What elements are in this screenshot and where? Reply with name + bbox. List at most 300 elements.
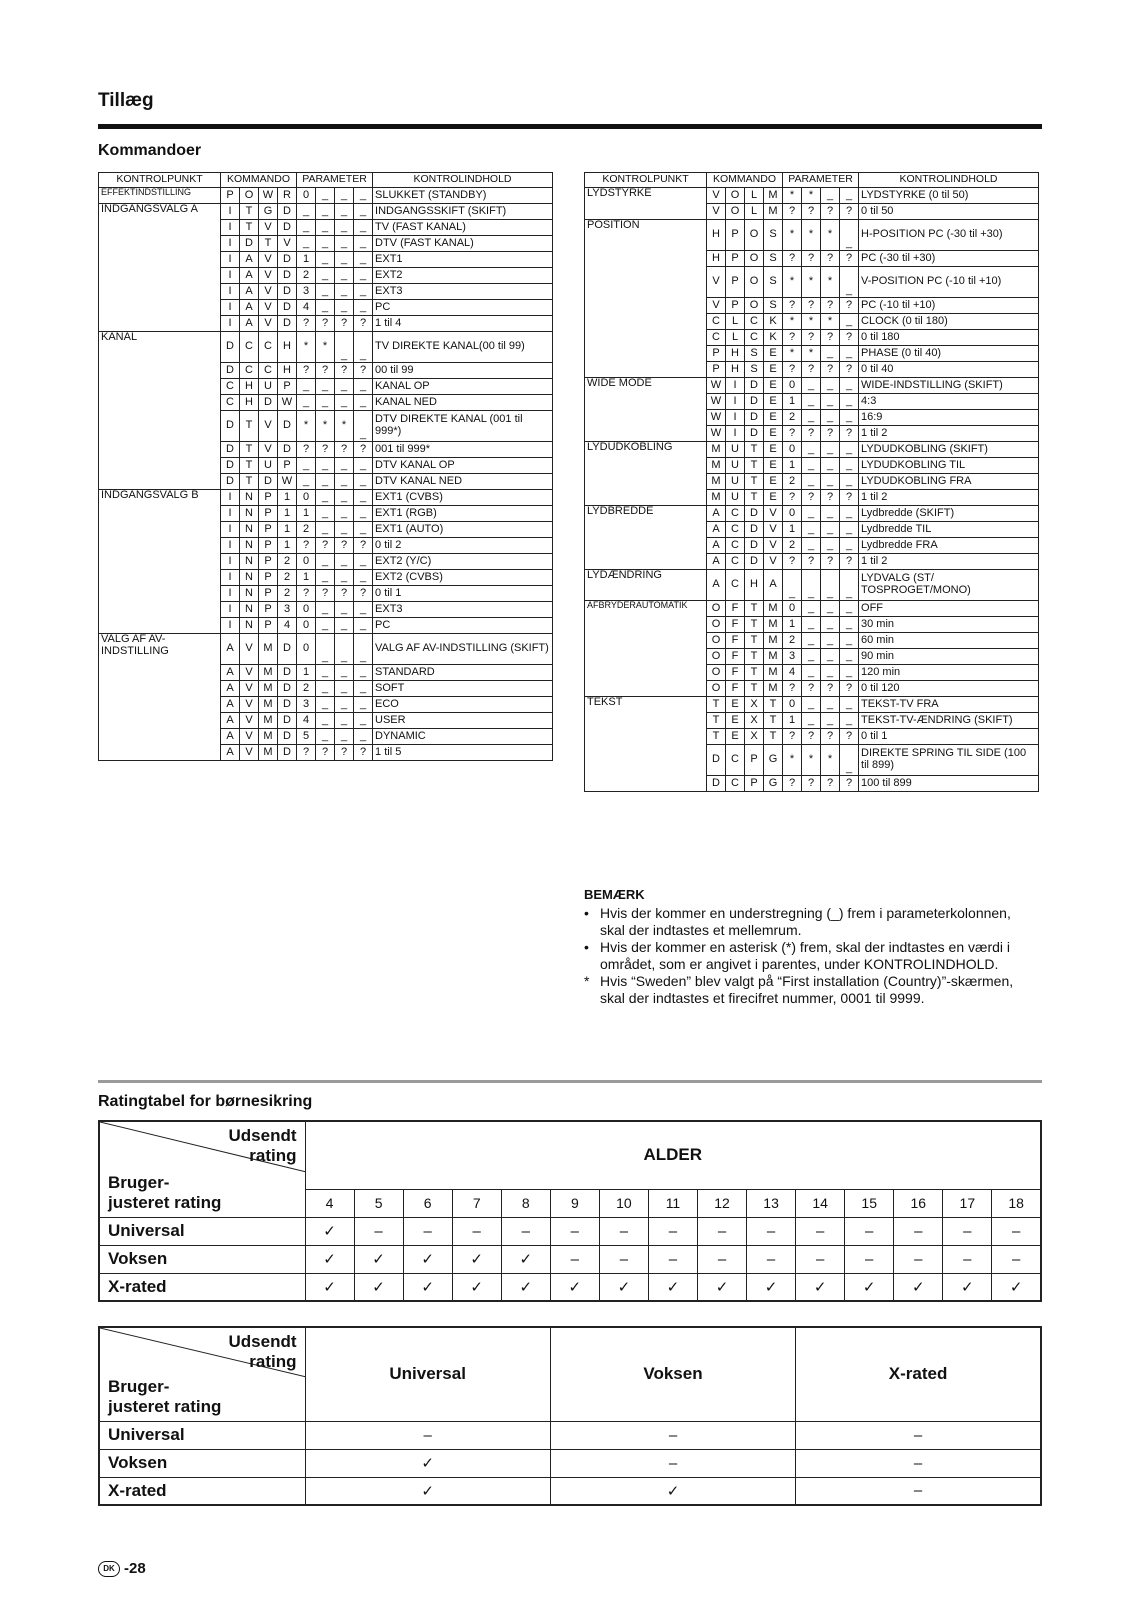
command-char: I (221, 284, 240, 300)
command-char: S (764, 220, 783, 251)
control-content: 1 til 4 (373, 316, 553, 332)
command-char: D (278, 745, 297, 761)
parameter-char: 2 (783, 538, 802, 554)
command-char: T (745, 617, 764, 633)
parameter-char: _ (335, 395, 354, 411)
parameter-char: _ (354, 697, 373, 713)
command-char: D (259, 395, 278, 411)
command-char: D (221, 458, 240, 474)
control-content: LYDVALG (ST/ TOSPROGET/MONO) (859, 570, 1039, 601)
command-char: 1 (278, 490, 297, 506)
command-char: V (278, 236, 297, 252)
parameter-char: ? (316, 538, 335, 554)
parameter-char: ? (297, 316, 316, 332)
parameter-char: * (297, 332, 316, 363)
command-char: V (764, 538, 783, 554)
control-content: EXT2 (373, 268, 553, 284)
command-char: D (745, 522, 764, 538)
command-char: T (707, 713, 726, 729)
command-char: L (745, 204, 764, 220)
parameter-char: _ (316, 729, 335, 745)
parameter-char: _ (316, 204, 335, 220)
age-column: 4 (305, 1189, 354, 1217)
parameter-char: 3 (783, 649, 802, 665)
command-char: D (221, 332, 240, 363)
command-char: C (726, 776, 745, 792)
parameter-char: _ (316, 634, 335, 665)
command-char: D (278, 252, 297, 268)
control-point: VALG AF AV-INDSTILLING (99, 634, 221, 761)
parameter-char: _ (802, 570, 821, 601)
parameter-char: 1 (297, 506, 316, 522)
column-header: KONTROLPUNKT (585, 173, 707, 188)
dash-mark: – (747, 1217, 796, 1245)
parameter-char: 1 (783, 458, 802, 474)
control-content: LYDUDKOBLING TIL (859, 458, 1039, 474)
parameter-char: ? (802, 776, 821, 792)
control-point: INDGANGSVALG B (99, 490, 221, 634)
parameter-char: _ (354, 570, 373, 586)
command-char: S (764, 251, 783, 267)
parameter-char: _ (354, 474, 373, 490)
parameter-char: * (783, 220, 802, 251)
control-content: LYDSTYRKE (0 til 50) (859, 188, 1039, 204)
command-char: O (726, 204, 745, 220)
parameter-char: _ (354, 379, 373, 395)
command-char: V (240, 634, 259, 665)
parameter-char: 4 (297, 300, 316, 316)
column-header: KOMMANDO (221, 173, 297, 188)
parameter-char: _ (821, 474, 840, 490)
dash-mark: – (894, 1245, 943, 1273)
command-char: D (278, 411, 297, 442)
parameter-char: ? (297, 363, 316, 379)
parameter-char: _ (354, 204, 373, 220)
control-content: 001 til 999* (373, 442, 553, 458)
command-table-left (98, 172, 553, 761)
control-content: EXT3 (373, 284, 553, 300)
command-char: U (259, 458, 278, 474)
parameter-char: _ (354, 506, 373, 522)
command-char: D (745, 538, 764, 554)
control-content: WIDE-INDSTILLING (SKIFT) (859, 378, 1039, 394)
command-char: 1 (278, 522, 297, 538)
control-content: 0 til 40 (859, 362, 1039, 378)
command-char: E (726, 697, 745, 713)
command-char: V (240, 745, 259, 761)
parameter-char: ? (316, 586, 335, 602)
parameter-char: _ (354, 411, 373, 442)
check-mark: ✓ (354, 1273, 403, 1301)
command-char: A (240, 268, 259, 284)
command-char: D (278, 665, 297, 681)
parameter-char: _ (821, 617, 840, 633)
note-item (584, 905, 1038, 939)
parameter-char: _ (335, 602, 354, 618)
command-char: T (745, 474, 764, 490)
check-mark: ✓ (305, 1217, 354, 1245)
broadcast-rating-label (229, 1126, 297, 1166)
control-content: Lydbredde TIL (859, 522, 1039, 538)
command-row (585, 570, 1039, 601)
dash-mark: – (894, 1217, 943, 1245)
command-char: W (707, 410, 726, 426)
command-row (585, 697, 1039, 713)
column-header: PARAMETER (783, 173, 859, 188)
parameter-char: * (802, 346, 821, 362)
parameter-char: _ (802, 458, 821, 474)
parameter-char: _ (354, 618, 373, 634)
command-char: U (259, 379, 278, 395)
check-mark: ✓ (305, 1449, 550, 1477)
command-char: C (726, 570, 745, 601)
parameter-char: _ (316, 681, 335, 697)
parameter-char: ? (354, 745, 373, 761)
command-char: I (221, 490, 240, 506)
command-char: T (745, 649, 764, 665)
command-char: I (221, 554, 240, 570)
control-content: Lydbredde FRA (859, 538, 1039, 554)
command-char: D (278, 204, 297, 220)
age-rating-table (98, 1120, 1042, 1302)
command-char: W (278, 474, 297, 490)
command-char: A (707, 538, 726, 554)
control-content: EXT2 (Y/C) (373, 554, 553, 570)
parameter-char: ? (840, 426, 859, 442)
command-char: A (221, 681, 240, 697)
rating-row-label: Voksen (99, 1245, 305, 1273)
parameter-char: _ (802, 617, 821, 633)
parameter-char: _ (354, 634, 373, 665)
parameter-char: _ (821, 458, 840, 474)
parameter-char: ? (802, 362, 821, 378)
parameter-char: _ (802, 410, 821, 426)
dash-mark: – (599, 1245, 648, 1273)
parameter-char: _ (821, 665, 840, 681)
command-char: 2 (278, 554, 297, 570)
command-row (99, 188, 553, 204)
parameter-char: _ (821, 649, 840, 665)
command-char: M (707, 458, 726, 474)
check-mark: ✓ (501, 1273, 550, 1301)
dash-mark: – (943, 1245, 992, 1273)
command-char: A (707, 570, 726, 601)
dash-mark: – (698, 1245, 747, 1273)
control-point: POSITION (585, 220, 707, 378)
command-row (99, 332, 553, 363)
parameter-char: _ (316, 188, 335, 204)
command-char: W (707, 378, 726, 394)
parameter-char: _ (316, 395, 335, 411)
parameter-char: _ (335, 300, 354, 316)
control-content: 4:3 (859, 394, 1039, 410)
command-char: D (278, 284, 297, 300)
parameter-char: _ (354, 268, 373, 284)
command-char: D (278, 300, 297, 316)
command-char: F (726, 665, 745, 681)
parameter-char: _ (802, 697, 821, 713)
rating-row-label: Universal (99, 1421, 305, 1449)
control-content: 1 til 2 (859, 490, 1039, 506)
age-column: 13 (747, 1189, 796, 1217)
parameter-char: ? (840, 204, 859, 220)
age-column: 16 (894, 1189, 943, 1217)
corner-top-line: rating (249, 1146, 297, 1165)
parameter-char: _ (335, 268, 354, 284)
command-char: D (221, 474, 240, 490)
command-char: 1 (278, 506, 297, 522)
command-char: X (745, 697, 764, 713)
parameter-char: * (783, 745, 802, 776)
command-char: D (221, 363, 240, 379)
parameter-char: ? (783, 251, 802, 267)
command-char: O (240, 188, 259, 204)
parameter-char: _ (316, 284, 335, 300)
parameter-char: 0 (783, 601, 802, 617)
command-char: H (278, 363, 297, 379)
control-content: 1 til 2 (859, 426, 1039, 442)
control-content: LYDUDKOBLING (SKIFT) (859, 442, 1039, 458)
parameter-char: 1 (783, 394, 802, 410)
parameter-char: 2 (783, 474, 802, 490)
parameter-char: _ (335, 458, 354, 474)
control-content: 120 min (859, 665, 1039, 681)
check-mark: ✓ (599, 1273, 648, 1301)
parameter-char: * (335, 411, 354, 442)
command-char: P (259, 522, 278, 538)
corner-top-line: rating (249, 1352, 297, 1371)
command-char: V (259, 268, 278, 284)
command-char: I (221, 252, 240, 268)
parameter-char: _ (354, 332, 373, 363)
corner-cell (99, 1327, 305, 1421)
parameter-char: _ (297, 474, 316, 490)
rating-row-label: X-rated (99, 1477, 305, 1505)
parameter-char: _ (316, 713, 335, 729)
command-char: I (221, 618, 240, 634)
age-column: 7 (452, 1189, 501, 1217)
parameter-char: _ (297, 395, 316, 411)
command-char: U (726, 442, 745, 458)
parameter-char: _ (316, 522, 335, 538)
command-char: P (259, 554, 278, 570)
command-char: W (707, 394, 726, 410)
control-content: VALG AF AV-INDSTILLING (SKIFT) (373, 634, 553, 665)
parameter-char: * (802, 220, 821, 251)
command-row (99, 634, 553, 665)
parameter-char: _ (297, 236, 316, 252)
command-char: M (259, 745, 278, 761)
control-content: 0 til 1 (373, 586, 553, 602)
parameter-char: _ (335, 252, 354, 268)
corner-cell (99, 1121, 305, 1217)
command-row (585, 506, 1039, 522)
command-char: I (221, 300, 240, 316)
corner-bottom-line: Bruger- (108, 1376, 170, 1396)
parameter-char: ? (783, 729, 802, 745)
command-char: A (221, 634, 240, 665)
command-char: T (745, 665, 764, 681)
command-char: D (707, 776, 726, 792)
user-rating-label (108, 1377, 221, 1417)
rating-row (99, 1449, 1041, 1477)
parameter-char: ? (783, 490, 802, 506)
command-char: P (745, 776, 764, 792)
dash-mark: – (796, 1217, 845, 1245)
command-char: V (240, 697, 259, 713)
command-char: A (221, 745, 240, 761)
age-column: 5 (354, 1189, 403, 1217)
command-char: C (726, 538, 745, 554)
parameter-char: ? (821, 362, 840, 378)
command-char: V (259, 411, 278, 442)
command-char: P (707, 346, 726, 362)
section-heading: Kommandoer (98, 142, 202, 159)
parameter-char: ? (354, 586, 373, 602)
command-char: N (240, 506, 259, 522)
parameter-char: _ (316, 697, 335, 713)
command-char: N (240, 570, 259, 586)
command-char: A (221, 729, 240, 745)
parameter-char: 1 (297, 252, 316, 268)
page-number-text: -28 (124, 1560, 146, 1577)
control-content: PHASE (0 til 40) (859, 346, 1039, 362)
command-char: D (707, 745, 726, 776)
check-mark: ✓ (305, 1477, 550, 1505)
command-char: C (726, 745, 745, 776)
parameter-char: * (783, 188, 802, 204)
parameter-char: _ (335, 506, 354, 522)
command-char: F (726, 633, 745, 649)
parameter-char: 0 (297, 188, 316, 204)
parameter-char: _ (840, 346, 859, 362)
parameter-char: _ (802, 474, 821, 490)
parameter-char: _ (840, 745, 859, 776)
parameter-char: _ (297, 220, 316, 236)
parameter-char: _ (335, 332, 354, 363)
parameter-char: 4 (783, 665, 802, 681)
parameter-char: _ (783, 570, 802, 601)
parameter-char: ? (783, 330, 802, 346)
dash-mark: – (550, 1217, 599, 1245)
command-char: O (745, 298, 764, 314)
control-content: 1 til 2 (859, 554, 1039, 570)
parameter-char: * (783, 314, 802, 330)
control-content: KANAL OP (373, 379, 553, 395)
dash-mark: – (452, 1217, 501, 1245)
parameter-char: _ (802, 522, 821, 538)
parameter-char: _ (335, 665, 354, 681)
note-text: Hvis der kommer en asterisk (*) frem, skal der indtastes en værdi i området, som er angivet i parentes, under KONTROLINDHOLD. (600, 939, 1011, 972)
dash-mark: – (550, 1421, 795, 1449)
control-content: OFF (859, 601, 1039, 617)
control-content: 0 til 180 (859, 330, 1039, 346)
parameter-char: _ (354, 252, 373, 268)
command-char: H (240, 395, 259, 411)
command-char: C (726, 554, 745, 570)
command-char: E (764, 474, 783, 490)
command-char: E (764, 442, 783, 458)
parameter-char: ? (821, 729, 840, 745)
command-char: W (259, 188, 278, 204)
control-content: TV DIREKTE KANAL(00 til 99) (373, 332, 553, 363)
age-column: 18 (992, 1189, 1041, 1217)
command-char: V (259, 252, 278, 268)
parameter-char: ? (316, 442, 335, 458)
command-char: M (764, 665, 783, 681)
parameter-char: _ (354, 300, 373, 316)
command-char: V (240, 681, 259, 697)
parameter-char: 0 (297, 490, 316, 506)
parameter-char: _ (840, 522, 859, 538)
command-char: T (707, 697, 726, 713)
age-column: 6 (403, 1189, 452, 1217)
parameter-char: ? (783, 426, 802, 442)
command-char: D (745, 394, 764, 410)
command-char: T (764, 697, 783, 713)
command-char: A (707, 522, 726, 538)
control-content: 0 til 50 (859, 204, 1039, 220)
command-char: P (745, 745, 764, 776)
command-table-right (584, 172, 1039, 792)
dash-mark: – (648, 1245, 697, 1273)
command-char: E (764, 426, 783, 442)
check-mark: ✓ (501, 1245, 550, 1273)
parameter-char: _ (840, 506, 859, 522)
command-char: W (707, 426, 726, 442)
command-char: D (221, 411, 240, 442)
parameter-char: 0 (297, 634, 316, 665)
command-char: G (764, 745, 783, 776)
command-char: D (278, 442, 297, 458)
control-point: WIDE MODE (585, 378, 707, 442)
parameter-char: _ (802, 538, 821, 554)
command-row (585, 220, 1039, 251)
dash-mark: – (943, 1217, 992, 1245)
parameter-char: ? (821, 298, 840, 314)
age-column: 10 (599, 1189, 648, 1217)
command-char: F (726, 601, 745, 617)
dash-mark: – (845, 1217, 894, 1245)
command-char: I (221, 602, 240, 618)
command-char: D (278, 713, 297, 729)
parameter-char: ? (335, 538, 354, 554)
command-char: I (221, 204, 240, 220)
command-char: N (240, 490, 259, 506)
parameter-char: _ (297, 379, 316, 395)
command-char: H (745, 570, 764, 601)
parameter-char: ? (840, 490, 859, 506)
parameter-char: _ (840, 601, 859, 617)
parameter-char: _ (335, 220, 354, 236)
control-content: 0 til 2 (373, 538, 553, 554)
command-char: U (726, 474, 745, 490)
command-char: M (707, 442, 726, 458)
control-point: LYDÆNDRING (585, 570, 707, 601)
command-char: D (745, 378, 764, 394)
command-char: H (707, 251, 726, 267)
note-title: BEMÆRK (584, 887, 645, 902)
command-row (585, 442, 1039, 458)
control-point: INDGANGSVALG A (99, 204, 221, 332)
command-char: N (240, 522, 259, 538)
column-header: KONTROLINDHOLD (373, 173, 553, 188)
command-char: I (221, 570, 240, 586)
command-char: E (764, 458, 783, 474)
command-char: M (764, 601, 783, 617)
parameter-char: 2 (783, 410, 802, 426)
check-mark: ✓ (403, 1245, 452, 1273)
